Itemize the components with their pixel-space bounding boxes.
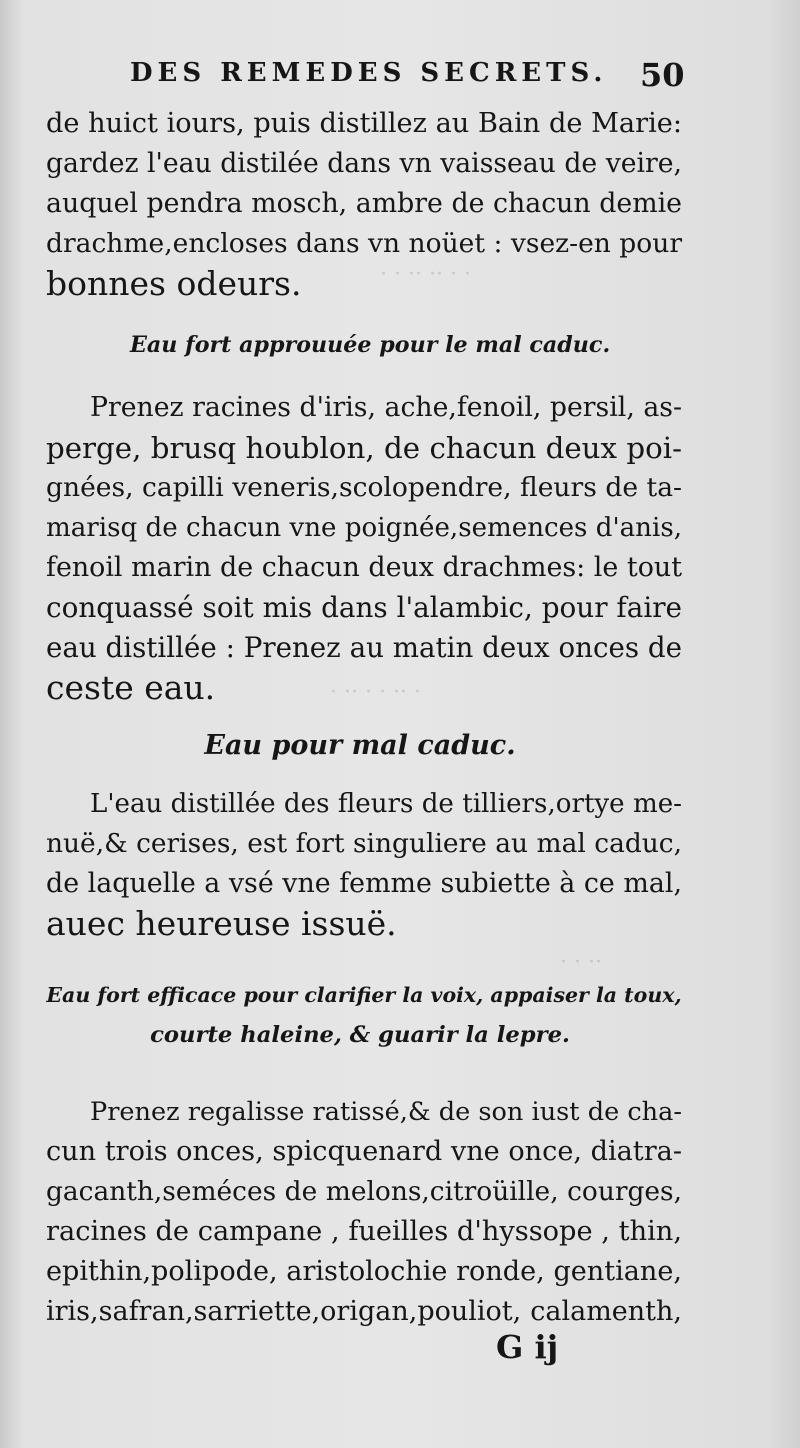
text-line: gnées, capilli veneris,scolopendre, fleurs de ta- (46, 472, 682, 503)
text-line: nuë,& cerises, est fort singuliere au mal caduc, (46, 828, 682, 859)
page-number: 50 (640, 56, 685, 94)
text-line: racines de campane , fueilles d'hyssope , thin, (46, 1216, 682, 1247)
text-line: L'eau distillée des fleurs de tilliers,ortye me- (90, 789, 682, 819)
text-line: conquassé soit mis dans l'alambic, pour faire (46, 591, 682, 624)
text-line: de huict iours, puis distillez au Bain de Marie: (46, 108, 682, 139)
bleed-through-texture: ·· · · (560, 950, 602, 975)
bleed-through-texture: · · ·· ·· · · (380, 262, 471, 287)
text-line: Prenez regalisse ratissé,& de son iust de cha- (90, 1097, 682, 1127)
text-line: perge, brusq houblon, de chacun deux poi- (46, 431, 682, 465)
text-line: fenoil marin de chacun deux drachmes: le tout (46, 552, 682, 583)
text-line: auquel pendra mosch, ambre de chacun demie (46, 188, 682, 219)
section-heading: Eau pour mal caduc. (204, 730, 516, 761)
paragraph (46, 388, 682, 708)
text-line: gacanth,seméces de melons,citroüille, courges, (46, 1176, 682, 1207)
text-line: auec heureuse issuë. (46, 904, 397, 943)
paragraph-continuation (46, 104, 682, 304)
text-line: eau distillée : Prenez au matin deux onces de (46, 631, 682, 664)
section-heading: Eau fort efficace pour clarifier la voix, appaiser la toux, (46, 983, 682, 1007)
text-line: drachme,encloses dans vn noüet : vsez-en pour (46, 228, 682, 259)
text-line: Prenez racines d'iris, ache,fenoil, persil, as- (90, 392, 682, 423)
text-line: bonnes odeurs. (46, 264, 302, 303)
section-heading-continuation: courte haleine, & guarir la lepre. (150, 1022, 570, 1048)
text-line: gardez l'eau distilée dans vn vaisseau de veire, (46, 148, 682, 179)
text-line: iris,safran,sarriette,origan,pouliot, calamenth, (46, 1296, 682, 1327)
signature-mark: G ij (496, 1328, 559, 1366)
bleed-through-texture: · ·· · · ·· · (330, 680, 421, 705)
text-line: cun trois onces, spicquenard vne once, diatra- (46, 1136, 682, 1167)
paragraph (46, 1092, 682, 1332)
running-head: DES REMEDES SECRETS. (130, 58, 608, 88)
paragraph (46, 784, 682, 944)
text-line: epithin,polipode, aristolochie ronde, gentiane, (46, 1256, 682, 1287)
section-heading: Eau fort approuuée pour le mal caduc. (130, 332, 611, 358)
text-line: marisq de chacun vne poignée,semences d'anis, (46, 513, 682, 543)
text-line: de laquelle a vsé vne femme subiette à ce mal, (46, 868, 682, 899)
text-line: ceste eau. (46, 668, 216, 707)
